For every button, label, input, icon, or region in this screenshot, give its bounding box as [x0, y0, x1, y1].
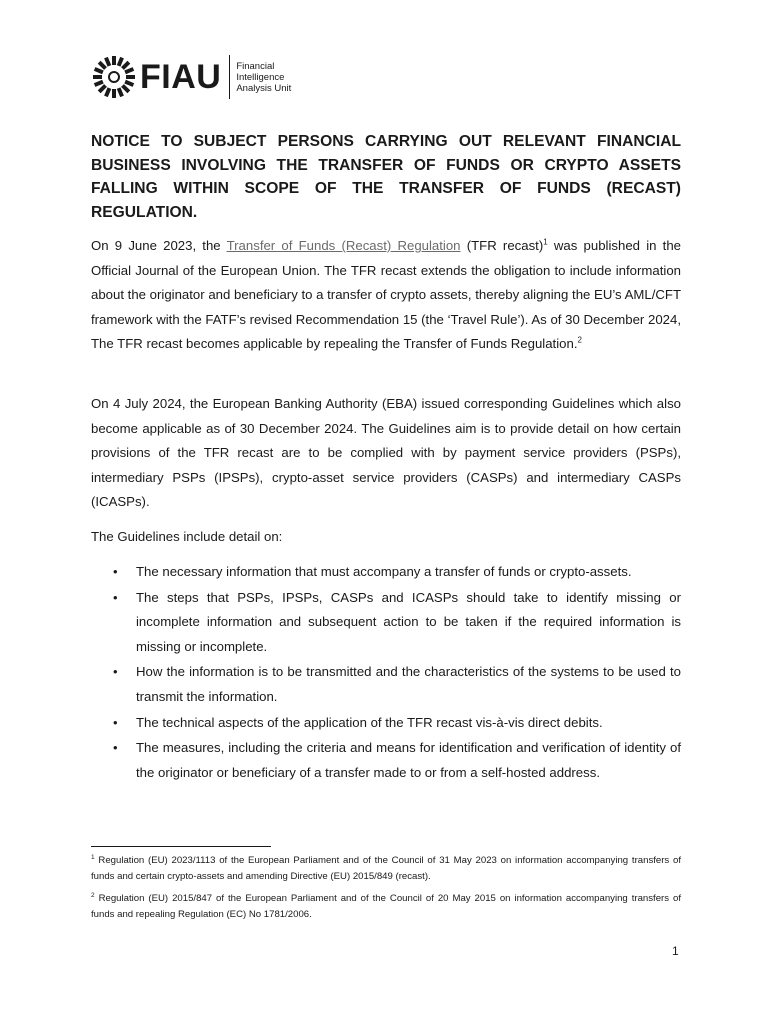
notice-title: NOTICE TO SUBJECT PERSONS CARRYING OUT RELEVANT FINANCIAL BUSINESS INVOLVING THE TRANSFER OF FUNDS OR CRYPTO ASSETS FALLING WITHIN SCOPE OF THE TRANSFER OF FUNDS (RECAST) REGULATION. [91, 133, 681, 221]
logo-sub-line: Intelligence [236, 71, 285, 83]
footnote-text: Regulation (EU) 2023/1113 of the European Parliament and of the Council of 31 May 2023 on information accompanying transfers of funds and certain crypto-assets and amending Directive (EU) 2015/849 (recast). [91, 855, 681, 882]
para-text: (TFR recast) [460, 238, 544, 253]
list-item: • How the information is to be transmitted and the characteristics of the systems to be used to transmit the information. [91, 660, 681, 709]
list-item: • The measures, including the criteria and means for identification and verification of identity of the originator or beneficiary of a transfer made to or from a self-hosted address. [91, 736, 681, 785]
footnote-number: 1 [91, 853, 95, 861]
footnote-text: Regulation (EU) 2015/847 of the European Parliament and of the Council of 20 May 2015 on information accompanying transfers of funds and repealing Regulation (EC) No 1781/2006. [91, 893, 681, 920]
logo-sub-line: Financial [236, 60, 275, 72]
list-item: • The necessary information that must accompany a transfer of funds or crypto-assets. [91, 560, 681, 585]
footnote-number: 2 [91, 891, 95, 899]
para-text: was published in the Official Journal of the European Union. The TFR recast extends the obligation to include information about the originator and beneficiary to a transfer of crypto assets, thereby aligning the EU’s AML/CFT framework with the FATF’s revised Recommendation 15 (the ‘Travel Rule’). As of 30 December 2024, The TFR recast becomes applicable by repealing the Transfer of Funds Regulation. [91, 238, 681, 352]
footnote-2 [91, 891, 681, 922]
tfr-recast-link[interactable]: Transfer of Funds (Recast) Regulation [226, 238, 461, 253]
logo-wordmark: FIAU [140, 58, 222, 96]
logo-divider [229, 55, 230, 99]
fiau-logo [92, 54, 291, 100]
footnote-ref[interactable]: 2 [577, 335, 582, 345]
list-item: • The steps that PSPs, IPSPs, CASPs and ICASPs should take to identify missing or incomplete information and subsequent action to be taken if the required information is missing or incomplete. [91, 586, 681, 660]
paragraph-intro [91, 234, 681, 357]
footnote-divider [91, 846, 271, 847]
logo-sub-line: Analysis Unit [236, 82, 292, 94]
paragraph-eba-guidelines: On 4 July 2024, the European Banking Authority (EBA) issued corresponding Guidelines which also become applicable as of 30 December 2024. The Guidelines aim is to provide detail on how certain provisions of the TFR recast are to be complied with by payment service providers (PSPs), intermediary PSPs (IPSPs), crypto-asset service providers (CASPs) and intermediary CASPs (ICASPs). [91, 396, 681, 510]
footnote-ref[interactable]: 1 [543, 237, 548, 247]
fiau-sunburst-icon [92, 55, 136, 99]
list-item: • The technical aspects of the application of the TFR recast vis-à-vis direct debits. [91, 711, 681, 736]
page-number: 1 [672, 944, 679, 958]
footnote-1 [91, 853, 681, 884]
logo-subtitle [236, 61, 291, 94]
para-text: On 9 June 2023, the [91, 238, 227, 253]
guidelines-list [91, 560, 681, 786]
paragraph-guidelines-lead: The Guidelines include detail on: [91, 529, 283, 544]
